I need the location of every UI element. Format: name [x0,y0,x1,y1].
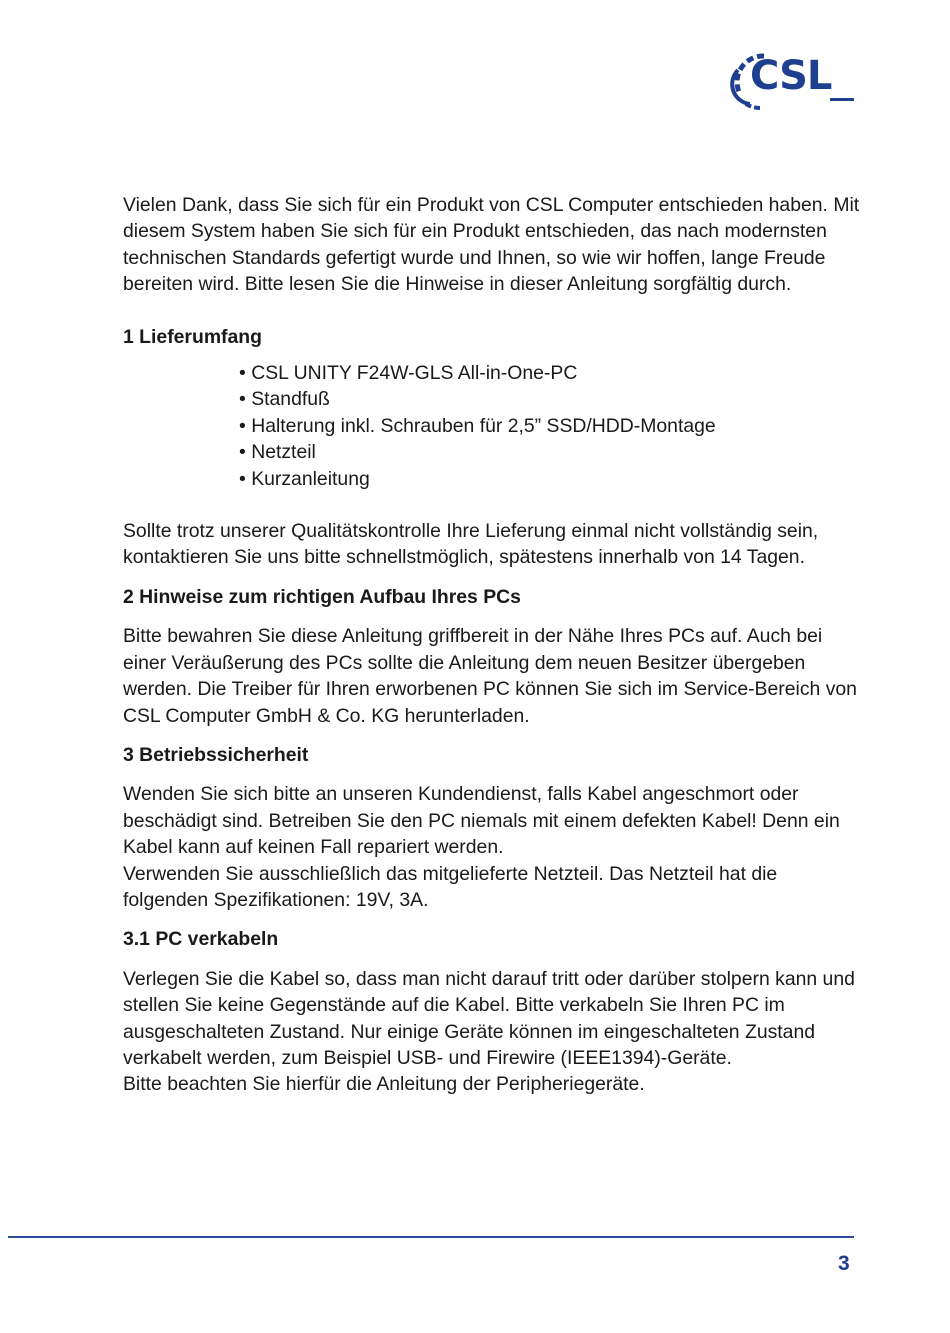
safety-paragraph-2: Verwenden Sie ausschließlich das mitgelieferte Netzteil. Das Netzteil hat die folgenden Spezifikationen: 19V, 3A. [123,862,778,911]
delivery-note-paragraph: Sollte trotz unserer Qualitätskontrolle Ihre Lieferung einmal nicht vollständig sein, kontaktieren Sie uns bitte schnellstmöglich, spätestens innerhalb von 14 Tagen. [123,520,819,569]
list-item: • Kurzanleitung [239,466,863,492]
cabling-paragraph-1: Verlegen Sie die Kabel so, dass man nicht darauf tritt oder darüber stolpern kann und stellen Sie keine Gegenstände auf die Kabel. Bitte verkabeln Sie Ihren PC im ausgeschalteten Zustand. Nur einige Geräte können im eingeschalteten Zustand verkabelt werden, zum Beispiel USB- und Firewire (IEEE1394)-Geräte. [123,967,855,1069]
setup-paragraph: Bitte bewahren Sie diese Anleitung griffbereit in der Nähe Ihres PCs auf. Auch bei einer Veräußerung des PCs sollte die Anleitung dem neuen Besitzer übergeben werden. Die Treiber für Ihren erworbenen PC können Sie sich im Service-Bereich von CSL Computer GmbH & Co. KG herunterladen. [123,625,857,727]
footer-divider [8,1236,854,1238]
csl-logo [724,48,856,114]
section-heading-aufbau: 2 Hinweise zum richtigen Aufbau Ihres PCs [123,585,521,608]
section-heading-betriebssicherheit: 3 Betriebssicherheit [123,743,309,766]
page-number: 3 [838,1252,850,1275]
list-item: • Standfuß [239,386,863,412]
page-content [123,192,863,1098]
cabling-paragraph-2: Bitte beachten Sie hierfür die Anleitung der Peripheriegeräte. [123,1073,645,1096]
intro-paragraph: Vielen Dank, dass Sie sich für ein Produkt von CSL Computer entschieden haben. Mit diesem System haben Sie sich für ein Produkt entschieden, das nach modernsten technischen Standards gefertigt wurde und Ihnen, so wie wir hoffen, lange Freude bereiten wird. Bitte lesen Sie die Hinweise in dieser Anleitung sorgfältig durch. [123,194,860,296]
section-heading-verkabeln: 3.1 PC verkabeln [123,928,279,951]
section-heading-lieferumfang: 1 Lieferumfang [123,325,262,348]
list-item: • CSL UNITY F24W-GLS All-in-One-PC [239,360,863,386]
delivery-items-list [123,360,863,492]
logo-text: CSL [750,53,832,99]
list-item: • Netzteil [239,439,863,465]
list-item: • Halterung inkl. Schrauben für 2,5” SSD/HDD-Montage [239,413,863,439]
safety-paragraph-1: Wenden Sie sich bitte an unseren Kundendienst, falls Kabel angeschmort oder beschädigt sind. Betreiben Sie den PC niemals mit einem defekten Kabel! Denn ein Kabel kann auf keinen Fall repariert werden. [123,783,840,859]
